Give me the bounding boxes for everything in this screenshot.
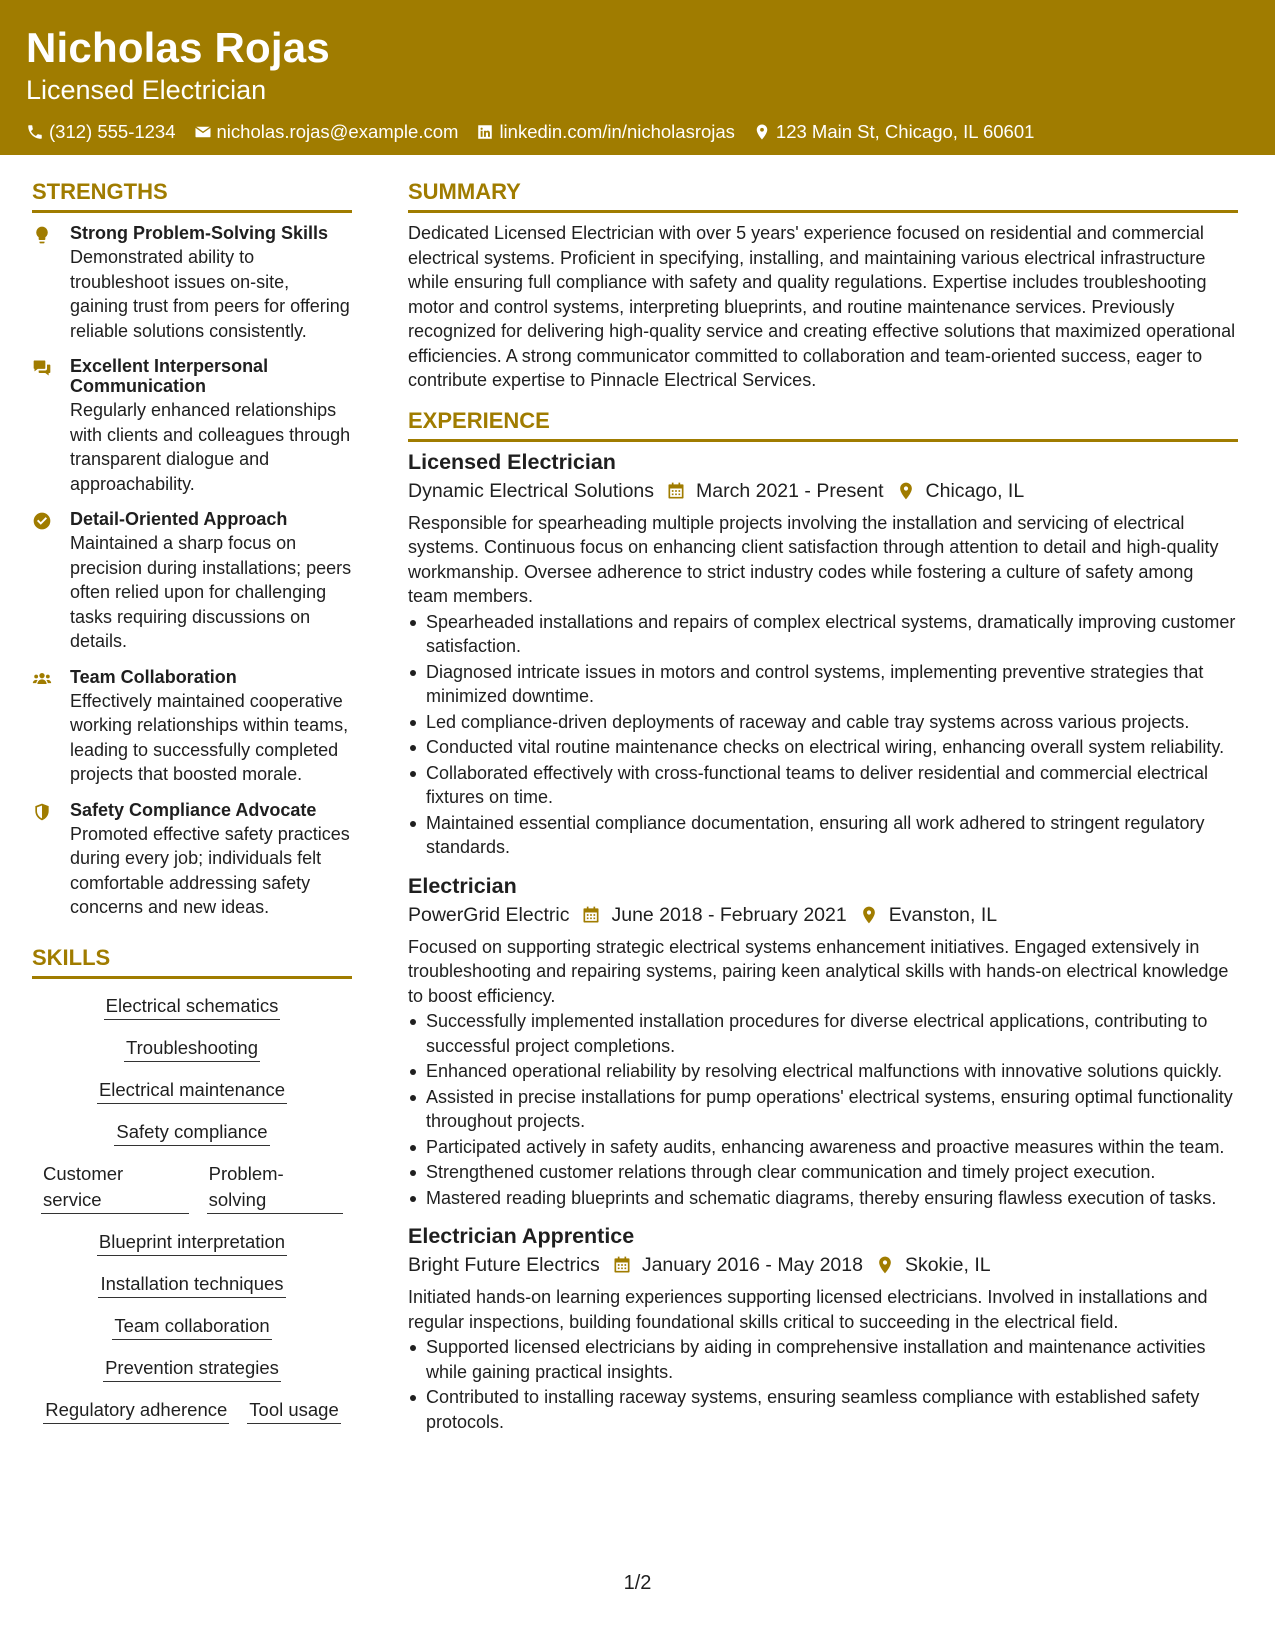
- strength-item: [32, 223, 352, 343]
- phone-icon: [26, 123, 44, 141]
- skill-tag: Tool usage: [247, 1397, 340, 1424]
- strength-item: [32, 509, 352, 654]
- skill-tag: Blueprint interpretation: [97, 1229, 287, 1256]
- skill-tag: Troubleshooting: [124, 1035, 260, 1062]
- bullet-item: Successfully implemented installation procedures for diverse electrical applications, contributing to successful project completions.: [408, 1009, 1238, 1058]
- lightbulb-icon: [32, 225, 52, 245]
- map-pin-icon: [859, 905, 879, 925]
- job-company: Dynamic Electrical Solutions: [408, 479, 655, 502]
- calendar-icon: [666, 481, 686, 501]
- strength-title: Excellent Interpersonal Communication: [70, 356, 269, 396]
- bullet-item: Participated actively in safety audits, enhancing awareness and proactive measures within the team.: [408, 1135, 1238, 1160]
- job-meta: [408, 477, 1238, 505]
- job-dates: March 2021 - Present: [696, 479, 884, 502]
- skill-tag: Installation techniques: [98, 1271, 285, 1298]
- strengths-heading: STRENGTHS: [32, 178, 352, 213]
- job-location: Chicago, IL: [925, 479, 1025, 502]
- job-bullets: [408, 1009, 1238, 1210]
- map-pin-icon: [896, 481, 916, 501]
- job-bullets: [408, 610, 1238, 860]
- bullet-item: Maintained essential compliance documentation, ensuring all work adhered to stringent regulatory standards.: [408, 811, 1238, 860]
- job-title: Electrician Apprentice: [408, 1224, 635, 1248]
- bullet-item: Assisted in precise installations for pump operations' electrical systems, ensuring optimal functionality throughout projects.: [408, 1085, 1238, 1134]
- address-text: 123 Main St, Chicago, IL 60601: [775, 121, 1035, 142]
- job-title: Electrician: [408, 873, 517, 898]
- job-description: Responsible for spearheading multiple projects involving the installation and servicing of electrical systems. Continuous focus on enhancing client satisfaction through attention to detail and high-quality workmanship. Oversee adherence to strict industry codes while fostering a culture of safety among team members.: [408, 512, 1219, 606]
- job-dates: January 2016 - May 2018: [641, 1254, 863, 1276]
- resume-header: [0, 0, 1275, 155]
- bullet-item: Collaborated effectively with cross-functional teams to deliver residential and commercial electrical fixtures on time.: [408, 761, 1238, 810]
- strength-title: Team Collaboration: [70, 666, 237, 687]
- bullet-item: Strengthened customer relations through clear communication and timely project execution.: [408, 1160, 1238, 1185]
- contact-address: [753, 120, 1035, 144]
- linkedin-icon: [476, 123, 494, 141]
- job-meta: [408, 901, 1238, 929]
- bullet-item: Conducted vital routine maintenance checks on electrical wiring, enhancing overall system reliability.: [408, 735, 1238, 760]
- bullet-item: Spearheaded installations and repairs of complex electrical systems, dramatically improving customer satisfaction.: [408, 610, 1238, 659]
- job-entry: [408, 1222, 1238, 1434]
- shield-icon: [32, 802, 52, 822]
- job-location: Evanston, IL: [888, 903, 998, 926]
- strength-description: Effectively maintained cooperative working relationships within teams, leading to successfully completed projects that boosted morale.: [70, 690, 349, 784]
- bullet-item: Led compliance-driven deployments of raceway and cable tray systems across various projects.: [408, 710, 1238, 735]
- strength-item: [32, 667, 352, 787]
- job-title: Licensed Electrician: [408, 449, 616, 474]
- contact-email[interactable]: [194, 120, 459, 144]
- strength-item: [32, 356, 352, 496]
- page-number: 1/2: [623, 1572, 652, 1594]
- left-column: [32, 178, 352, 1439]
- experience-heading: EXPERIENCE: [408, 407, 1238, 442]
- strength-title: Strong Problem-Solving Skills: [70, 223, 329, 243]
- job-description: Focused on supporting strategic electrical systems enhancement initiatives. Engaged extensively in troubleshooting and repairing systems, pairing keen analytical skills with hands-on electrical knowledge to boost efficiency.: [408, 936, 1229, 1006]
- bullet-item: Diagnosed intricate issues in motors and control systems, implementing preventive strategies that minimized downtime.: [408, 660, 1238, 709]
- experience-section: [408, 407, 1238, 1435]
- skill-tag: Customer service: [41, 1161, 189, 1214]
- bullet-item: Mastered reading blueprints and schematic diagrams, thereby ensuring flawless execution of tasks.: [408, 1186, 1238, 1211]
- strength-item: [32, 800, 352, 920]
- skills-section: [32, 944, 352, 1424]
- skill-tag: Problem-solving: [207, 1161, 343, 1214]
- skill-tag: Team collaboration: [112, 1313, 271, 1340]
- job-entry: [408, 448, 1238, 860]
- strength-description: Regularly enhanced relationships with clients and colleagues through transparent dialogue and approachability.: [70, 400, 351, 494]
- email-link[interactable]: nicholas.rojas@example.com: [216, 121, 459, 142]
- skill-tag: Regulatory adherence: [43, 1397, 229, 1424]
- right-column: [408, 178, 1238, 1446]
- job-meta: [408, 1251, 1238, 1279]
- strength-description: Promoted effective safety practices during every job; individuals felt comfortable addressing safety concerns and new ideas.: [70, 823, 350, 917]
- skill-tag: Prevention strategies: [103, 1355, 281, 1382]
- strength-title: Detail-Oriented Approach: [70, 509, 288, 529]
- job-location: Skokie, IL: [904, 1254, 991, 1276]
- job-description: Initiated hands-on learning experiences supporting licensed electricians. Involved in installations and regular inspections, building foundational skills critical to succeeding in the electrical field.: [408, 1287, 1208, 1332]
- phone-text: (312) 555-1234: [49, 121, 176, 142]
- contact-linkedin[interactable]: [476, 120, 734, 144]
- linkedin-link[interactable]: linkedin.com/in/nicholasrojas: [499, 121, 735, 142]
- strength-description: Demonstrated ability to troubleshoot issues on-site, gaining trust from peers for offering reliable solutions consistently.: [70, 247, 350, 341]
- job-dates: June 2018 - February 2021: [611, 903, 847, 926]
- calendar-icon: [581, 905, 601, 925]
- strength-title: Safety Compliance Advocate: [70, 799, 317, 820]
- map-pin-icon: [875, 1255, 895, 1275]
- calendar-icon: [612, 1255, 632, 1275]
- bullet-item: Contributed to installing raceway systems, ensuring seamless compliance with established safety protocols.: [408, 1385, 1238, 1434]
- candidate-name: Nicholas Rojas: [26, 24, 330, 71]
- contact-bar: [26, 120, 1249, 144]
- chat-bubbles-icon: [32, 358, 52, 378]
- summary-heading: SUMMARY: [408, 178, 1238, 213]
- skills-heading: SKILLS: [32, 944, 352, 979]
- job-entry: [408, 872, 1238, 1211]
- job-company: PowerGrid Electric: [408, 903, 570, 926]
- strength-description: Maintained a sharp focus on precision during installations; peers often relied upon for challenging tasks requiring discussions on details.: [70, 533, 352, 651]
- bullet-item: Enhanced operational reliability by resolving electrical malfunctions with innovative solutions quickly.: [408, 1059, 1238, 1084]
- envelope-icon: [194, 123, 212, 141]
- map-pin-icon: [753, 123, 771, 141]
- contact-phone: [26, 120, 176, 144]
- job-bullets: [408, 1335, 1238, 1434]
- users-icon: [32, 669, 52, 689]
- job-company: Bright Future Electrics: [408, 1254, 600, 1276]
- candidate-title: Licensed Electrician: [26, 75, 267, 105]
- check-circle-icon: [32, 511, 52, 531]
- skill-tag: Electrical schematics: [104, 993, 281, 1020]
- skill-tag: Electrical maintenance: [97, 1077, 287, 1104]
- bullet-item: Supported licensed electricians by aiding in comprehensive installation and maintenance activities while gaining practical insights.: [408, 1335, 1238, 1384]
- skill-tag: Safety compliance: [114, 1119, 269, 1146]
- summary-text: Dedicated Licensed Electrician with over 5 years' experience focused on residential and commercial electrical systems. Proficient in specifying, installing, and maintaining various electrical infrastructure while ensuring full compliance with safety and quality regulations. Expertise includes troubleshooting motor and control systems, interpreting blueprints, and routine maintenance services. Previously recognized for delivering high-quality service and creating effective solutions that maximized operational efficiencies. A strong communicator committed to collaboration and team-oriented success, eager to contribute expertise to Pinnacle Electrical Services.: [408, 223, 1236, 390]
